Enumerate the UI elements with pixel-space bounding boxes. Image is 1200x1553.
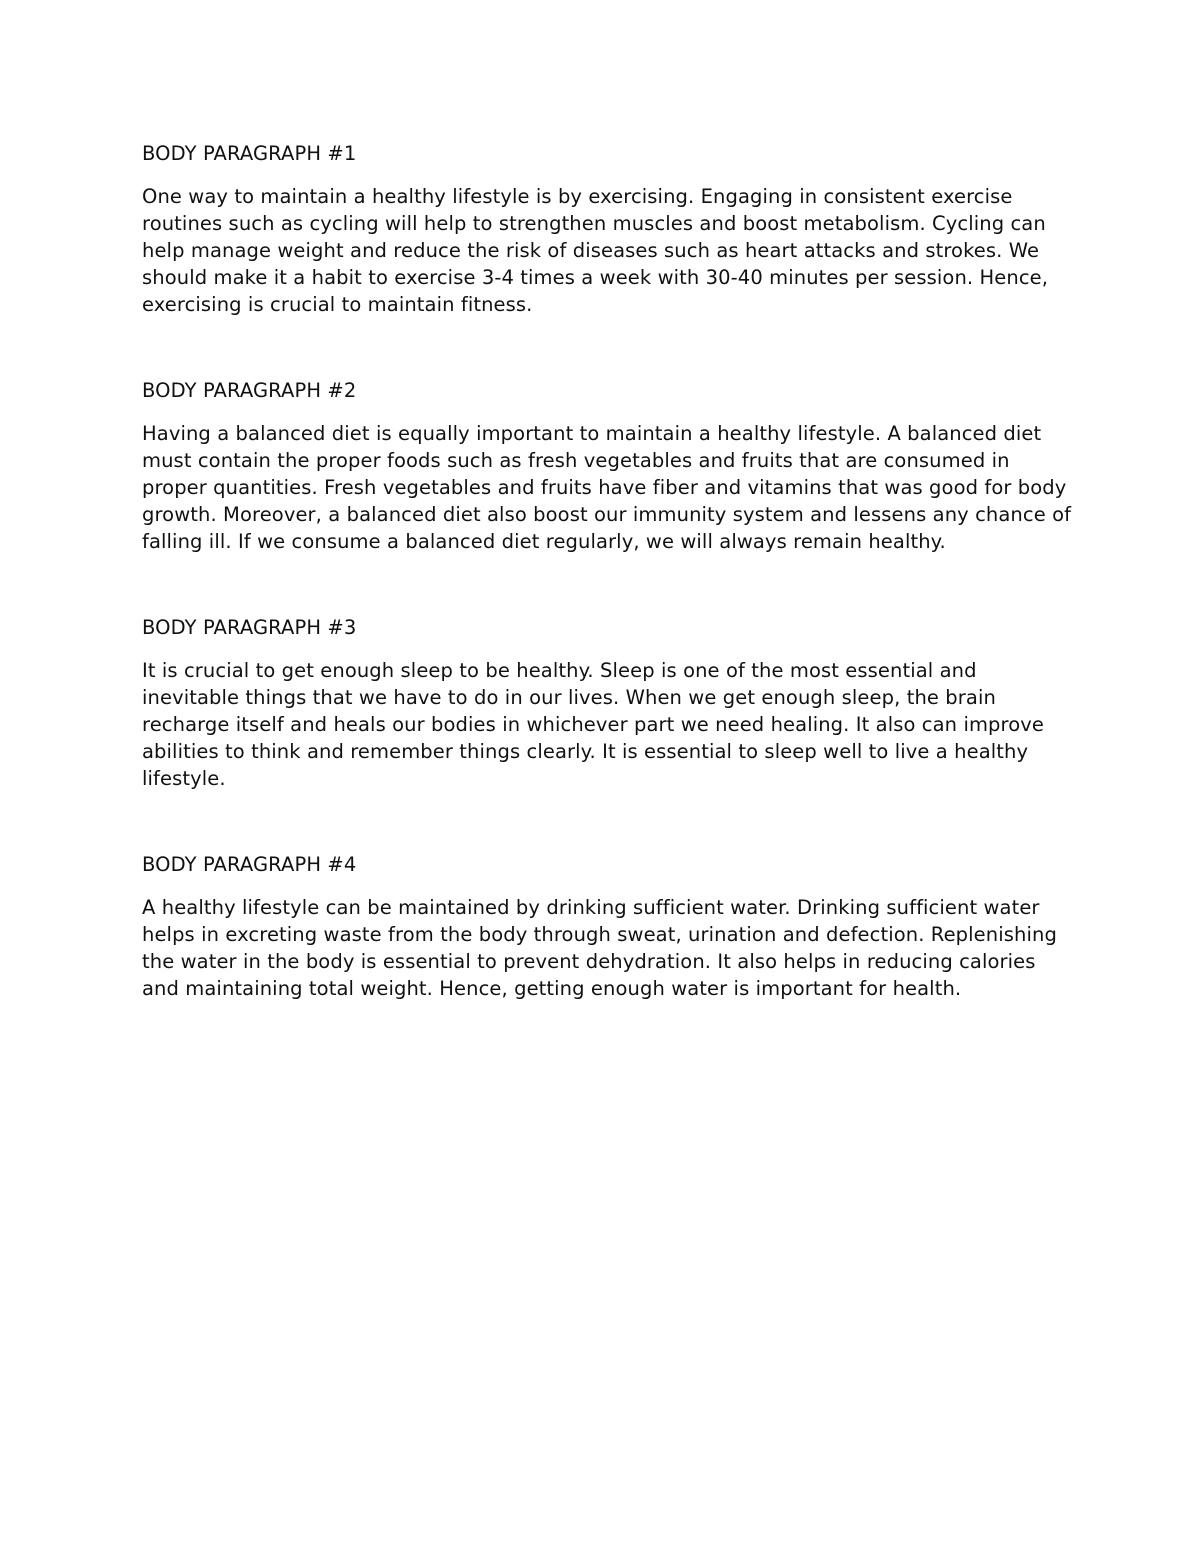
paragraph-text: A healthy lifestyle can be maintained by drinking sufficient water. Drinking sufficient water helps in excreting waste from the body through sweat, urination and defection. Replenishing the water in the body is essential to prevent dehydration. It also helps in reducing calories and maintaining total weight. Hence, getting enough water is important for health. [142,896,1057,1000]
section-heading: BODY PARAGRAPH #3 [142,616,357,639]
paragraph-text: It is crucial to get enough sleep to be healthy. Sleep is one of the most essential and inevitable things that we have to do in our lives. When we get enough sleep, the brain recharge itself and heals our bodies in whichever part we need healing. It also can improve abilities to think and remember things clearly. It is essential to sleep well to live a healthy lifestyle. [142,659,1044,790]
document-page [142,140,1072,1061]
body-paragraph-3 [142,614,1072,792]
section-heading: BODY PARAGRAPH #2 [142,379,357,402]
section-heading: BODY PARAGRAPH #4 [142,853,357,876]
body-paragraph-4 [142,851,1072,1002]
paragraph-text: One way to maintain a healthy lifestyle is by exercising. Engaging in consistent exercise routines such as cycling will help to strengthen muscles and boost metabolism. Cycling can help manage weight and reduce the risk of diseases such as heart attacks and strokes. We should make it a habit to exercise 3-4 times a week with 30-40 minutes per session. Hence, exercising is crucial to maintain fitness. [142,185,1049,316]
paragraph-text: Having a balanced diet is equally important to maintain a healthy lifestyle. A balanced diet must contain the proper foods such as fresh vegetables and fruits that are consumed in proper quantities. Fresh vegetables and fruits have fiber and vitamins that was good for body growth. Moreover, a balanced diet also boost our immunity system and lessens any chance of falling ill. If we consume a balanced diet regularly, we will always remain healthy. [142,422,1072,553]
body-paragraph-2 [142,377,1072,555]
body-paragraph-1 [142,140,1072,318]
section-heading: BODY PARAGRAPH #1 [142,142,357,165]
